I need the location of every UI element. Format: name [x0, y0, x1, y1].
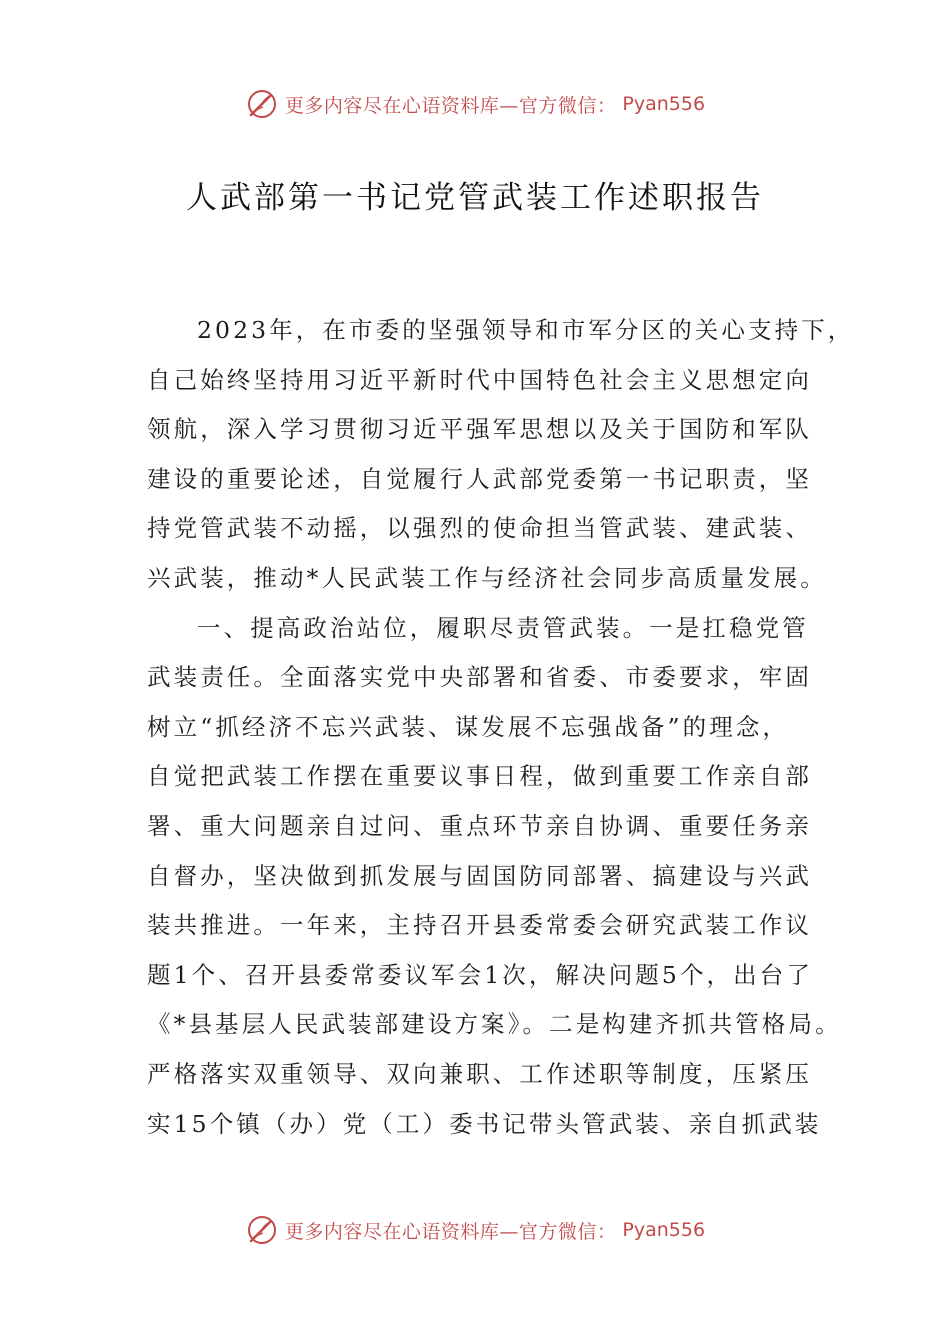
quill-logo-icon: [245, 1213, 279, 1247]
text-line: 武装责任。全面落实党中央部署和省委、市委要求，牢固: [147, 663, 812, 692]
text-line: 题1个、召开县委常委议军会1次，解决问题5个，出台了: [147, 960, 813, 989]
text-line: 署、重大问题亲自过问、重点环节亲自协调、重要任务亲: [147, 811, 812, 840]
text-line: 自己始终坚持用习近平新时代中国特色社会主义思想定向: [147, 365, 812, 394]
text-line: 装共推进。一年来，主持召开县委常委会研究武装工作议: [147, 911, 812, 940]
text-line: 自督办，坚决做到抓发展与固国防同部署、搞建设与兴武: [147, 861, 812, 890]
watermark-text: 更多内容尽在心语资料库—官方微信：: [284, 94, 617, 117]
quill-logo-icon: [245, 87, 279, 121]
text-line: 领航，深入学习贯彻习近平强军思想以及关于国防和军队: [147, 415, 812, 444]
text-line: 建设的重要论述，自觉履行人武部党委第一书记职责，坚: [147, 464, 812, 493]
document-title: 人武部第一书记党管武装工作述职报告: [186, 180, 764, 216]
text-line: 《*县基层人民武装部建设方案》。二是构建齐抓共管格局。: [147, 1010, 842, 1039]
footer-watermark: [0, 1212, 950, 1248]
text-line: 自觉把武装工作摆在重要议事日程，做到重要工作亲自部: [147, 762, 812, 791]
text-line: 2023年，在市委的坚强领导和市军分区的关心支持下，: [197, 316, 855, 344]
watermark-wechat-id: Pyan556: [622, 1219, 706, 1241]
header-watermark: [0, 86, 950, 122]
text-line: 一、提高政治站位，履职尽责管武装。一是扛稳党管: [197, 613, 809, 642]
document-body: [147, 312, 855, 1155]
watermark-text: 更多内容尽在心语资料库—官方微信：: [284, 1220, 617, 1243]
text-line: 实15个镇（办）党（工）委书记带头管武装、亲自抓武装: [147, 1109, 822, 1138]
text-line: 兴武装，推动*人民武装工作与经济社会同步高质量发展。: [147, 563, 827, 592]
watermark-wechat-id: Pyan556: [622, 93, 706, 115]
text-line: 持党管武装不动摇，以强烈的使命担当管武装、建武装、: [147, 514, 812, 543]
text-line: 严格落实双重领导、双向兼职、工作述职等制度，压紧压: [147, 1059, 812, 1088]
text-line: 树立“抓经济不忘兴武装、谋发展不忘强战备”的理念，: [147, 712, 790, 741]
